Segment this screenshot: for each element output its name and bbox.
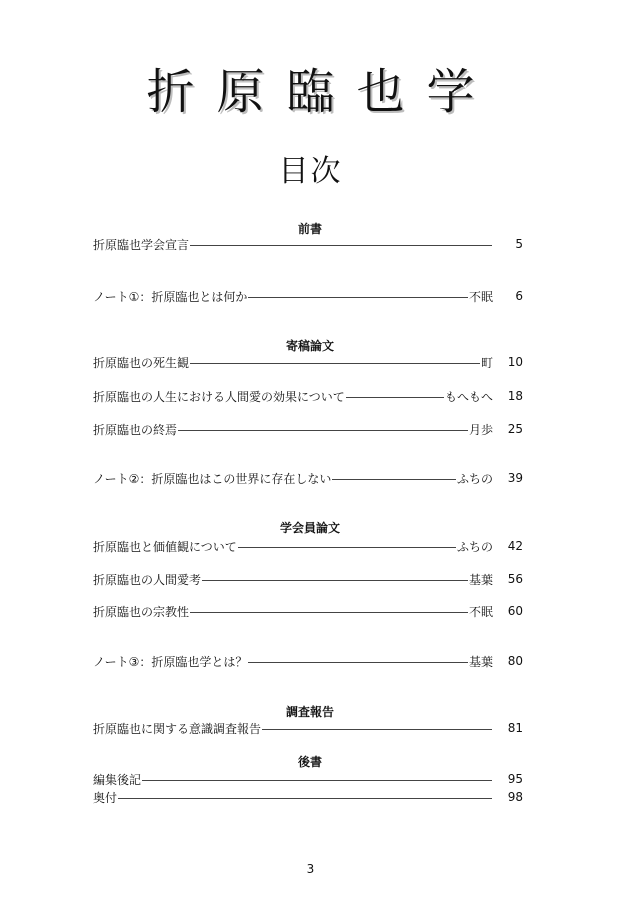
toc-entry[interactable] xyxy=(93,420,523,438)
section-heading-preface: 前書 xyxy=(297,222,322,236)
leader-line xyxy=(248,297,468,298)
toc-entry-page: 25 xyxy=(507,422,523,436)
section-heading-contributed: 寄稿論文 xyxy=(285,339,334,353)
leader-line xyxy=(190,245,492,246)
toc-entry-title: 折原臨也に関する意識調査報告 xyxy=(93,721,262,736)
toc-entry-author: 町 xyxy=(480,355,493,370)
toc-entry[interactable] xyxy=(93,353,523,371)
toc-entry-page: 81 xyxy=(507,721,523,735)
toc-entry-page: 56 xyxy=(507,572,523,586)
toc-entry-title: ノート①：折原臨也とは何か xyxy=(93,289,248,304)
toc-entry-author: 基葉 xyxy=(468,572,493,587)
leader-line xyxy=(190,612,468,613)
toc-entry[interactable] xyxy=(93,287,523,305)
section-heading-survey: 調査報告 xyxy=(285,705,334,719)
toc-entry[interactable] xyxy=(93,537,523,555)
toc-entry[interactable] xyxy=(93,387,523,405)
toc-entry-author: 不眠 xyxy=(468,289,493,304)
book-title: 折原臨也学 xyxy=(146,64,497,120)
toc-entry[interactable] xyxy=(93,719,523,737)
section-heading-member-papers: 学会員論文 xyxy=(279,521,340,535)
leader-line xyxy=(346,397,444,398)
toc-entry-page: 60 xyxy=(507,604,523,618)
toc-entry-title: 編集後記 xyxy=(93,772,142,787)
toc-entry-author: ふちの xyxy=(456,539,493,554)
toc-entry-title: 折原臨也と価値観について xyxy=(93,539,237,554)
toc-entry-author: 月歩 xyxy=(468,422,493,437)
toc-entry[interactable] xyxy=(93,602,523,620)
section-heading-afterword: 後書 xyxy=(297,755,322,769)
toc-entry[interactable] xyxy=(93,469,523,487)
toc-entry-title: 折原臨也の人間愛考 xyxy=(93,572,202,587)
toc-entry-title: ノート③：折原臨也学とは？ xyxy=(93,654,248,669)
toc-entry-page: 80 xyxy=(507,654,523,668)
toc-entry-page: 42 xyxy=(507,539,523,553)
toc-entry-author: 不眠 xyxy=(468,604,493,619)
toc-entry-title: 折原臨也の死生観 xyxy=(93,355,190,370)
toc-entry-page: 18 xyxy=(507,389,523,403)
toc-heading: 目次 xyxy=(278,154,343,189)
leader-line xyxy=(202,580,468,581)
toc-entry[interactable] xyxy=(93,770,523,788)
toc-entry-author: ふちの xyxy=(456,471,493,486)
leader-line xyxy=(262,729,492,730)
toc-entry-page: 39 xyxy=(507,471,523,485)
toc-entry-page: 95 xyxy=(507,772,523,786)
leader-line xyxy=(178,430,468,431)
leader-line xyxy=(142,780,492,781)
toc-entry[interactable] xyxy=(93,235,523,253)
leader-line xyxy=(248,662,468,663)
toc-entry-title: 折原臨也の人生における人間愛の効果について xyxy=(93,389,345,404)
page-number: 3 xyxy=(306,862,315,876)
toc-entry-page: 6 xyxy=(515,289,523,303)
toc-entry-title: ノート②：折原臨也はこの世界に存在しない xyxy=(93,471,332,486)
toc-entry-title: 折原臨也の宗教性 xyxy=(93,604,190,619)
leader-line xyxy=(190,363,480,364)
toc-entry-page: 98 xyxy=(507,790,523,804)
toc-entry[interactable] xyxy=(93,570,523,588)
toc-entry-title: 奥付 xyxy=(93,790,118,805)
toc-entry-title: 折原臨也の終焉 xyxy=(93,422,178,437)
toc-entry[interactable] xyxy=(93,788,523,806)
toc-entry-author: 基葉 xyxy=(468,654,493,669)
toc-entry-author: もへもへ xyxy=(444,389,493,404)
toc-entry[interactable] xyxy=(93,652,523,670)
toc-entry-title: 折原臨也学会宣言 xyxy=(93,237,190,252)
toc-entry-page: 10 xyxy=(507,355,523,369)
leader-line xyxy=(238,547,456,548)
leader-line xyxy=(118,798,492,799)
leader-line xyxy=(332,479,456,480)
toc-entry-page: 5 xyxy=(515,237,523,251)
